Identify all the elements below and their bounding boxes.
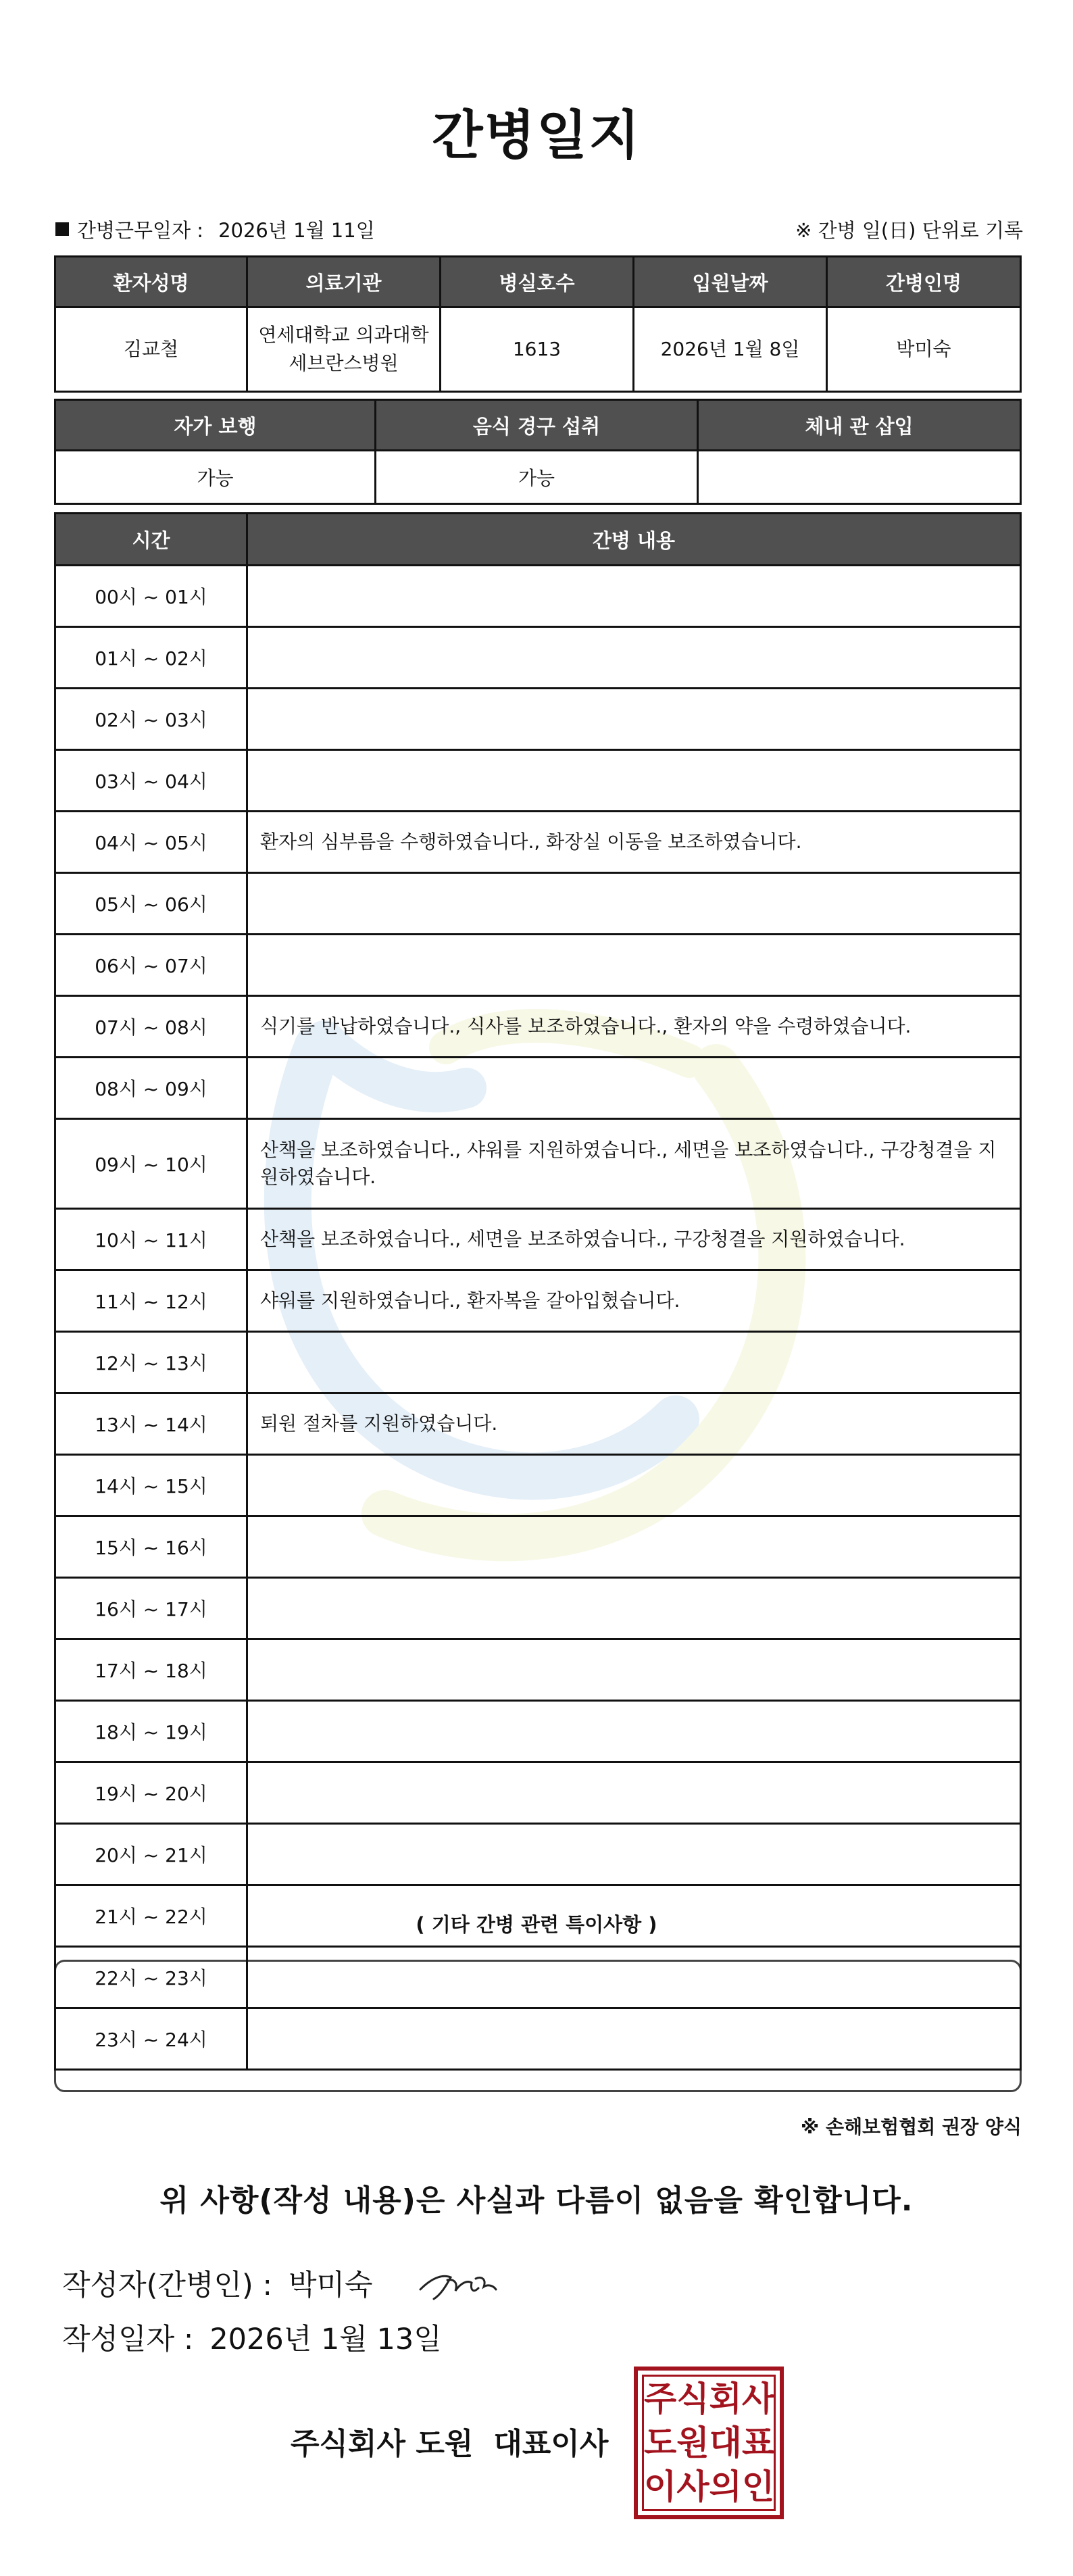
- time-cell: 18시 ~ 19시: [54, 1702, 248, 1763]
- seal-char: 의: [709, 2467, 742, 2507]
- table-row: [54, 1763, 1022, 1825]
- table-row: [54, 874, 1022, 935]
- care-content-cell: 산책을 보조하였습니다., 샤워를 지원하였습니다., 세면을 보조하였습니다., 구강청결을 지원하였습니다.: [248, 1120, 1022, 1210]
- seal-char: 이: [644, 2467, 677, 2507]
- time-cell: 09시 ~ 10시: [54, 1120, 248, 1210]
- seal-char: 원: [676, 2423, 709, 2462]
- header-self-walking: 자가 보행: [54, 399, 376, 451]
- time-cell: 07시 ~ 08시: [54, 997, 248, 1058]
- table-row: [54, 566, 1022, 628]
- care-content-cell: [248, 1948, 1022, 2009]
- time-cell: 10시 ~ 11시: [54, 1210, 248, 1271]
- seal-char: 표: [741, 2423, 775, 2462]
- time-cell: 02시 ~ 03시: [54, 689, 248, 751]
- care-content-cell: [248, 628, 1022, 689]
- admission-date: 2026년 1월 8일: [634, 308, 828, 393]
- time-cell: 03시 ~ 04시: [54, 751, 248, 812]
- time-cell: 05시 ~ 06시: [54, 874, 248, 935]
- care-content-cell: [248, 751, 1022, 812]
- seal-char: 주: [644, 2379, 677, 2419]
- care-content-cell: [248, 1825, 1022, 1886]
- document-title: 간병일지: [432, 105, 641, 166]
- status-value-row: [54, 451, 1022, 505]
- confirmation-statement: 위 사항(작성 내용)은 사실과 다름이 없음을 확인합니다.: [159, 2183, 914, 2218]
- time-cell: 11시 ~ 12시: [54, 1271, 248, 1333]
- care-content-cell: [248, 1702, 1022, 1763]
- tube-insertion-value: [699, 451, 1022, 505]
- care-content-cell: [248, 1058, 1022, 1120]
- seal-char: 사: [676, 2467, 709, 2507]
- seal-char: 사: [741, 2379, 775, 2419]
- care-content-cell: [248, 874, 1022, 935]
- company-name: 주식회사 도원: [291, 2427, 474, 2461]
- care-content-cell: [248, 1579, 1022, 1640]
- time-cell: 23시 ~ 24시: [54, 2009, 248, 2071]
- table-row: [54, 1058, 1022, 1120]
- table-row: [54, 1394, 1022, 1456]
- care-content-cell: [248, 1517, 1022, 1579]
- work-date-label: 간병근무일자 :: [77, 218, 204, 242]
- patient-info-header-row: [54, 255, 1022, 308]
- caregiver-name: 박미숙: [828, 308, 1022, 393]
- time-cell: 17시 ~ 18시: [54, 1640, 248, 1702]
- table-row: [54, 1210, 1022, 1271]
- time-cell: 00시 ~ 01시: [54, 566, 248, 628]
- care-content-cell: [248, 1456, 1022, 1517]
- hospital-name: 연세대학교 의과대학 세브란스병원: [248, 308, 441, 393]
- writer-name: 박미숙: [288, 2268, 373, 2302]
- header-caregiver-name: 간병인명: [828, 255, 1022, 308]
- table-row: [54, 1825, 1022, 1886]
- writer-label: 작성자(간병인) :: [62, 2268, 272, 2302]
- time-cell: 22시 ~ 23시: [54, 1948, 248, 2009]
- table-row: [54, 1948, 1022, 2009]
- status-header-row: [54, 399, 1022, 451]
- signature-image: [414, 2256, 522, 2310]
- time-cell: 15시 ~ 16시: [54, 1517, 248, 1579]
- care-content-cell: [248, 1763, 1022, 1825]
- header-care-content: 간병 내용: [248, 512, 1022, 566]
- header-patient-name: 환자성명: [54, 255, 248, 308]
- time-cell: 01시 ~ 02시: [54, 628, 248, 689]
- written-date-line: [62, 2317, 442, 2358]
- time-cell: 20시 ~ 21시: [54, 1825, 248, 1886]
- header-tube-insertion: 체내 관 삽입: [699, 399, 1022, 451]
- company-seal-stamp: [634, 2367, 784, 2519]
- work-date-value: 2026년 1월 11일: [218, 218, 375, 242]
- care-log-header-row: [54, 512, 1022, 566]
- table-row: [54, 997, 1022, 1058]
- care-content-cell: 환자의 심부름을 수행하였습니다., 화장실 이동을 보조하였습니다.: [248, 812, 1022, 874]
- written-date-value: 2026년 1월 13일: [209, 2323, 442, 2356]
- table-row: [54, 1640, 1022, 1702]
- table-row: [54, 628, 1022, 689]
- header-hospital: 의료기관: [248, 255, 441, 308]
- header-oral-intake: 음식 경구 섭취: [376, 399, 699, 451]
- care-content-cell: [248, 1886, 1022, 1948]
- table-row: [54, 1517, 1022, 1579]
- time-cell: 04시 ~ 05시: [54, 812, 248, 874]
- time-cell: 21시 ~ 22시: [54, 1886, 248, 1948]
- table-row: [54, 2009, 1022, 2071]
- care-content-cell: [248, 2009, 1022, 2071]
- care-content-cell: [248, 935, 1022, 997]
- care-content-cell: 식기를 반납하였습니다., 식사를 보조하였습니다., 환자의 약을 수령하였습니다.: [248, 997, 1022, 1058]
- time-cell: 16시 ~ 17시: [54, 1579, 248, 1640]
- seal-char: 회: [709, 2379, 742, 2419]
- care-content-cell: [248, 566, 1022, 628]
- time-cell: 13시 ~ 14시: [54, 1394, 248, 1456]
- table-row: [54, 689, 1022, 751]
- table-row: [54, 1120, 1022, 1210]
- care-content-cell: [248, 1640, 1022, 1702]
- writer-line: [62, 2256, 522, 2310]
- care-content-cell: 산책을 보조하였습니다., 세면을 보조하였습니다., 구강청결을 지원하였습니다.: [248, 1210, 1022, 1271]
- table-row: [54, 1702, 1022, 1763]
- work-date-group: [55, 216, 375, 243]
- patient-info-table: [54, 255, 1022, 393]
- header-time: 시간: [54, 512, 248, 566]
- care-content-cell: 샤워를 지원하였습니다., 환자복을 갈아입혔습니다.: [248, 1271, 1022, 1333]
- table-row: [54, 1271, 1022, 1333]
- table-row: [54, 812, 1022, 874]
- square-bullet-icon: [55, 222, 69, 236]
- care-log-table: [54, 512, 1022, 2071]
- care-log-body: [54, 566, 1022, 2071]
- patient-name: 김교철: [54, 308, 248, 393]
- header-room-number: 병실호수: [441, 255, 634, 308]
- care-content-cell: [248, 689, 1022, 751]
- table-row: [54, 935, 1022, 997]
- self-walking-value: 가능: [54, 451, 376, 505]
- company-signature: [291, 2419, 608, 2462]
- oral-intake-value: 가능: [376, 451, 699, 505]
- table-row: [54, 1456, 1022, 1517]
- care-content-cell: [248, 1333, 1022, 1394]
- written-date-label: 작성일자 :: [62, 2323, 194, 2356]
- table-row: [54, 1579, 1022, 1640]
- seal-char: 식: [676, 2379, 709, 2419]
- patient-status-table: [54, 399, 1022, 505]
- seal-grid: [642, 2375, 776, 2511]
- seal-char: 도: [644, 2423, 677, 2462]
- seal-char: 대: [709, 2423, 742, 2462]
- special-notes-label: ( 기타 간병 관련 특이사항 ): [416, 1913, 657, 1936]
- unit-note: ※ 간병 일(日) 단위로 기록: [795, 218, 1023, 242]
- source-note: ※ 손해보험협회 권장 양식: [801, 2116, 1022, 2138]
- patient-info-value-row: [54, 308, 1022, 393]
- seal-char: 인: [741, 2467, 775, 2507]
- time-cell: 06시 ~ 07시: [54, 935, 248, 997]
- company-role: 대표이사: [493, 2427, 609, 2461]
- time-cell: 14시 ~ 15시: [54, 1456, 248, 1517]
- header-admission-date: 입원날짜: [634, 255, 828, 308]
- meta-row: [55, 212, 1023, 246]
- time-cell: 12시 ~ 13시: [54, 1333, 248, 1394]
- time-cell: 08시 ~ 09시: [54, 1058, 248, 1120]
- time-cell: 19시 ~ 20시: [54, 1763, 248, 1825]
- table-row: [54, 751, 1022, 812]
- room-number: 1613: [441, 308, 634, 393]
- care-content-cell: 퇴원 절차를 지원하였습니다.: [248, 1394, 1022, 1456]
- table-row: [54, 1886, 1022, 1948]
- table-row: [54, 1333, 1022, 1394]
